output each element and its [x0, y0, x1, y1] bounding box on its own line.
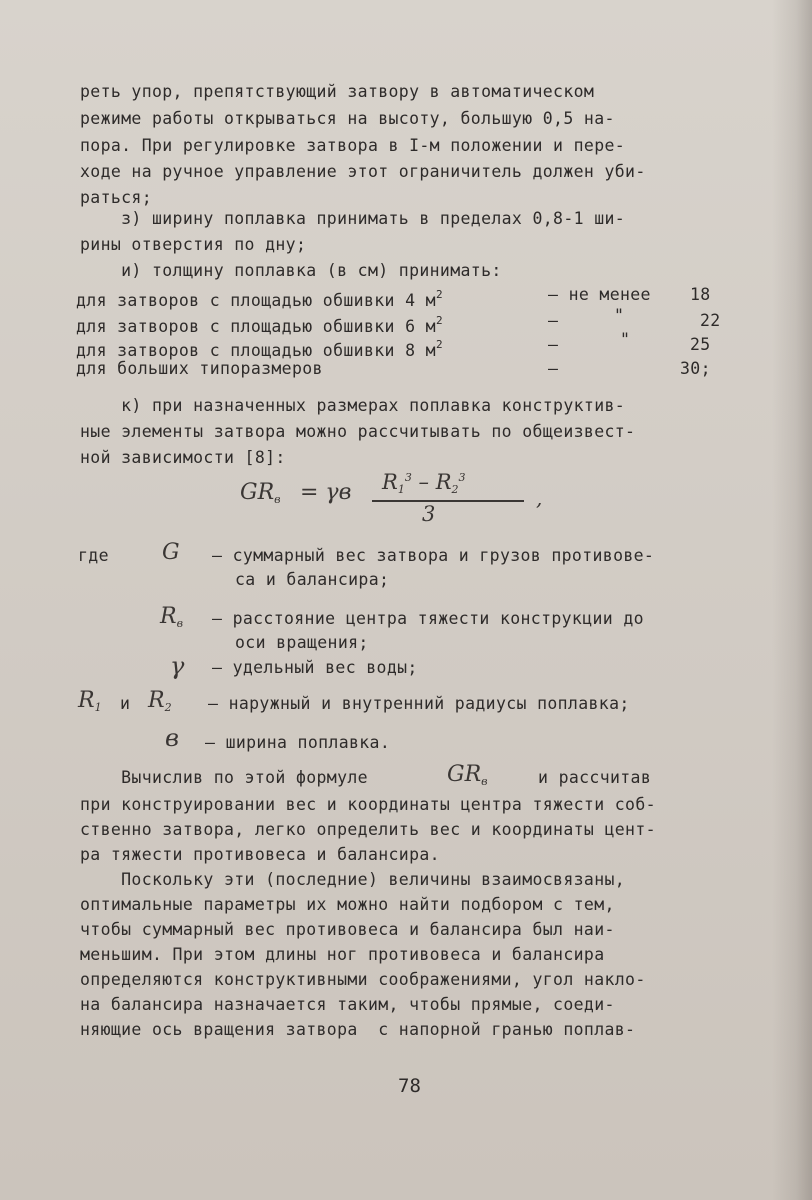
legend-symbol: $R_в$: [160, 604, 183, 630]
text-line: к) при назначенных размерах поплавка конструктив-: [80, 396, 626, 415]
text-line: на балансира назначается таким, чтобы прямые, соеди-: [80, 995, 615, 1014]
formula-numerator: $R_1^3 - R_2^3$: [382, 470, 466, 496]
legend-text: – расстояние центра тяжести конструкции до: [212, 609, 644, 628]
table-row: [76, 285, 443, 311]
text-line: з) ширину поплавка принимать в пределах 0,8-1 ши-: [80, 209, 626, 228]
text-line: при конструировании вес и координаты центра тяжести соб-: [80, 795, 656, 814]
text-line: ственно затвора, легко определить вес и координаты цент-: [80, 820, 656, 839]
row-dash: –: [548, 335, 559, 354]
calc-symbol: $GR_в$: [447, 762, 488, 788]
legend-text: – наружный и внутренний радиусы поплавка;: [208, 694, 630, 713]
legend-symbol: G: [162, 540, 180, 565]
row-label: для затворов с площадью обшивки 8 м: [76, 341, 436, 360]
row-dash: – не менее: [548, 285, 651, 304]
text-line: няющие ось вращения затвора с напорной гранью поплав-: [80, 1020, 636, 1039]
text-line: Поскольку эти (последние) величины взаимосвязаны,: [80, 870, 626, 889]
text-line: и) толщину поплавка (в см) принимать:: [80, 261, 502, 280]
row-sup: 2: [435, 314, 443, 327]
text-line: чтобы суммарный вес противовеса и балансира был наи-: [80, 920, 615, 939]
legend-text: са и балансира;: [235, 570, 390, 589]
legend-symbol: в: [165, 724, 179, 752]
legend-symbol: γ: [170, 652, 185, 680]
legend-text: – суммарный вес затвора и грузов противове-: [212, 546, 655, 565]
page-edge-shadow: [772, 0, 812, 1200]
text-line: Вычислив по этой формуле: [80, 768, 368, 787]
legend-connector: и: [120, 694, 131, 713]
row-value: 30;: [680, 359, 711, 378]
legend-symbol: $R_2$: [148, 688, 172, 714]
text-line: и рассчитав: [538, 768, 652, 787]
row-label: для затворов с площадью обшивки 4 м: [76, 291, 436, 310]
text-line: ные элементы затвора можно рассчитывать по общеизвест-: [80, 422, 636, 441]
row-sup: 2: [435, 288, 443, 301]
text-line: пора. При регулировке затвора в I-м положении и пере-: [80, 136, 626, 155]
row-ditto: ": [620, 330, 631, 349]
legend-where: где: [78, 546, 109, 565]
text-line: режиме работы открываться на высоту, большую 0,5 на-: [80, 109, 615, 128]
text-line: раться;: [80, 188, 152, 207]
fraction-bar: [372, 500, 524, 502]
legend-symbol: $R_1$: [78, 688, 102, 714]
table-row: для больших типоразмеров: [76, 359, 323, 378]
formula-lhs: $GR_в$: [240, 480, 281, 506]
text-line: рины отверстия по дну;: [80, 235, 307, 254]
row-sup: 2: [435, 338, 443, 351]
row-value: 18: [690, 285, 711, 304]
text-line: ра тяжести противовеса и балансира.: [80, 845, 440, 864]
text-line: определяются конструктивными соображениями, угол накло-: [80, 970, 646, 989]
legend-text: оси вращения;: [235, 633, 369, 652]
text-line: реть упор, препятствующий затвору в автоматическом: [80, 82, 595, 101]
row-dash: –: [548, 359, 559, 378]
table-row: [76, 335, 443, 361]
text-line: меньшим. При этом длины ног противовеса и балансира: [80, 945, 605, 964]
table-row: [76, 311, 443, 337]
row-label: для затворов с площадью обшивки 6 м: [76, 317, 436, 336]
row-value: 22: [700, 311, 721, 330]
row-dash: –: [548, 311, 559, 330]
row-ditto: ": [614, 306, 625, 325]
row-value: 25: [690, 335, 711, 354]
text-line: ходе на ручное управление этот ограничитель должен уби-: [80, 162, 646, 181]
text-line: оптимальные параметры их можно найти подбором с тем,: [80, 895, 615, 914]
text-line: ной зависимости [8]:: [80, 448, 286, 467]
formula-denominator: 3: [422, 502, 436, 526]
formula-eq: = γв: [300, 480, 352, 505]
legend-text: – удельный вес воды;: [212, 658, 418, 677]
formula-comma: ,: [536, 486, 543, 510]
legend-text: – ширина поплавка.: [205, 733, 391, 752]
page-number: 78: [398, 1075, 421, 1097]
